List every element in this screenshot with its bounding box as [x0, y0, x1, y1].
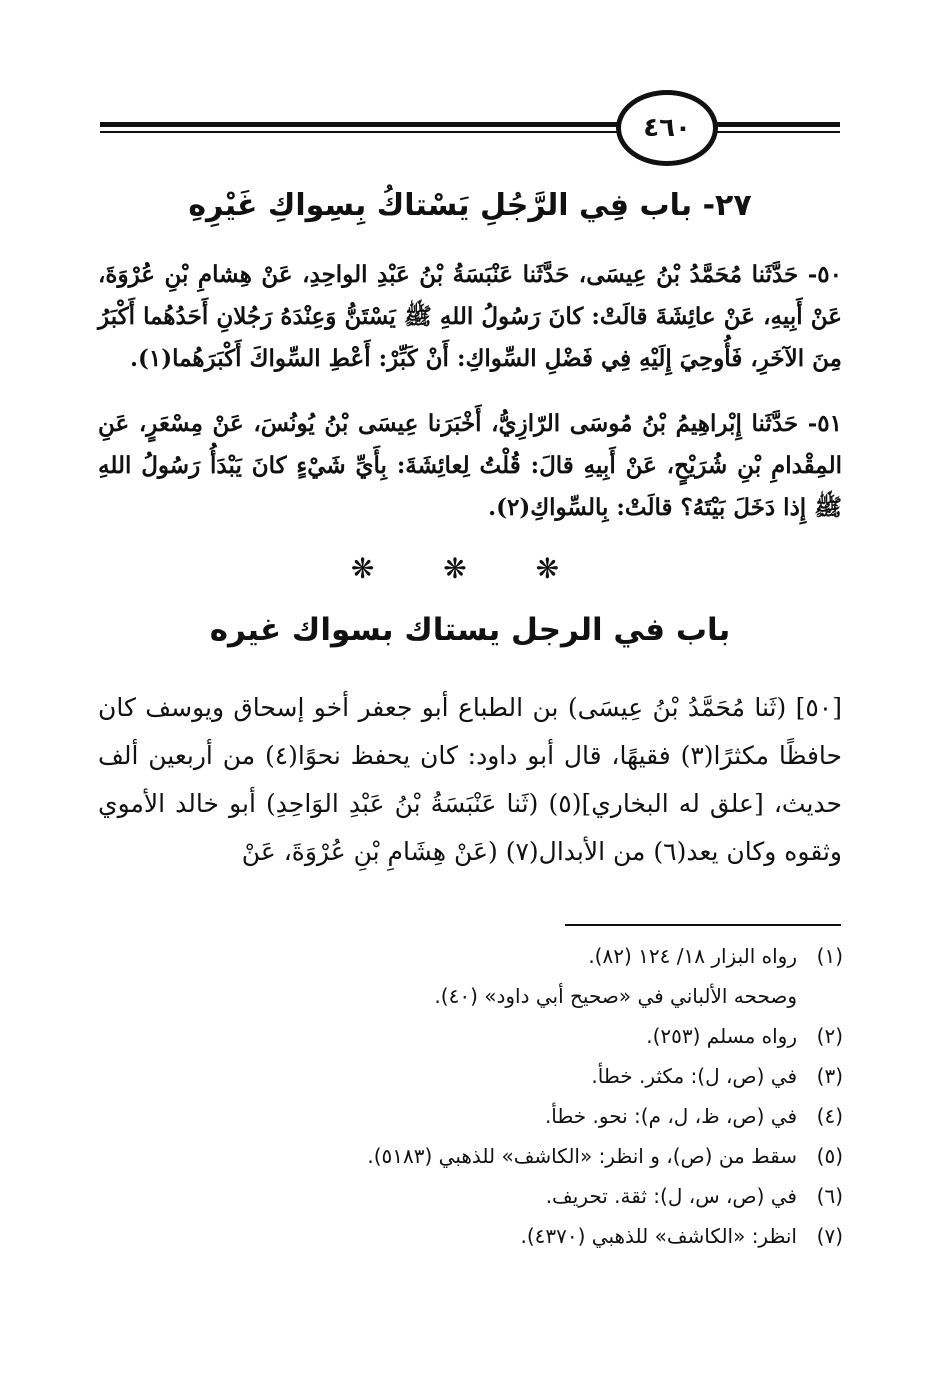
hadith-50: ٥٠- حَدَّثَنا مُحَمَّدُ بْنُ عِيسَى، حَدَّثَنا عَنْبَسَةُ بْنُ عَبْدِ الواحِدِ، عَنْ هِشامِ بْنِ عُرْوَةَ، عَنْ أَبِيهِ، عَنْ عائِشَةَ قالَتْ: كانَ رَسُولُ اللهِ ﷺ يَسْتَنُّ وَعِنْدَهُ رَجُلانِ أَحَدُهُما أَكْبَرُ مِنَ الآخَرِ، فَأُوحِيَ إِلَيْهِ فِي فَضْلِ السِّواكِ: أَنْ كَبِّرْ: أَعْطِ السِّواكَ أَكْبَرَهُما(١). — [98, 261, 842, 372]
page-header — [100, 96, 840, 166]
hadith-51: ٥١- حَدَّثَنا إِبْراهِيمُ بْنُ مُوسَى الرّازِيُّ، أَخْبَرَنا عِيسَى بْنُ يُونُسَ، عَنْ مِسْعَرٍ، عَنِ المِقْدامِ بْنِ شُرَيْحٍ، عَنْ أَبِيهِ قالَ: قُلْتُ لِعائِشَةَ: بِأَيِّ شَيْءٍ كانَ يَبْدَأُ رَسُولُ اللهِ ﷺ إِذا دَخَلَ بَيْتَهُ؟ قالَتْ: بِالسِّواكِ(٢). — [98, 410, 842, 521]
footnote-3: (٣)في (ص، ل): مكثر. خطأ. — [591, 1064, 843, 1088]
footnote-5: (٥)سقط من (ص)، و انظر: «الكاشف» للذهبي (٥١٨٣). — [367, 1144, 843, 1168]
footnote-divider — [565, 924, 841, 926]
page-number: ٤٦٠ — [616, 90, 718, 166]
footnote-7: (٧)انظر: «الكاشف» للذهبي (٤٣٧٠). — [520, 1224, 843, 1248]
footnote-2: (٢)رواه مسلم (٢٥٣). — [646, 1024, 843, 1048]
footnotes — [103, 936, 843, 1256]
footnote-1: (١)رواه البزار ١٨/ ١٢٤ (٨٢). — [588, 944, 843, 968]
chapter-title: ٢٧- باب فِي الرَّجُلِ يَسْتاكُ بِسِواكِ غَيْرِهِ — [188, 188, 752, 223]
footnote-6: (٦)في (ص، س، ل): ثقة. تحريف. — [545, 1184, 843, 1208]
commentary-paragraph: [٥٠] (ثَنا مُحَمَّدُ بْنُ عِيسَى) بن الطباع أبو جعفر أخو إسحاق ويوسف كان حافظًا مكثرًا(٣) فقيهًا، قال أبو داود: كان يحفظ نحوًا(٤) من أربعين ألف حديث، [علق له البخاري](٥) (ثَنا عَنْبَسَةُ بْنُ عَبْدِ الوَاحِدِ) أبو خالد الأموي وثقوه وكان يعد(٦) من الأبدال(٧) (عَنْ هِشَامِ بْنِ عُرْوَةَ، عَنْ — [98, 693, 842, 866]
section-separator: ❋ ❋ ❋ — [350, 552, 590, 585]
header-rule-thin — [100, 131, 840, 133]
commentary-title: باب في الرجل يستاك بسواك غيره — [209, 612, 731, 648]
footnote-1-continuation: وصححه الألباني في «صحيح أبي داود» (٤٠). — [434, 984, 797, 1008]
footnote-4: (٤)في (ص، ظ، ل، م): نحو. خطأ. — [544, 1104, 843, 1128]
header-rule-thick — [100, 122, 840, 127]
